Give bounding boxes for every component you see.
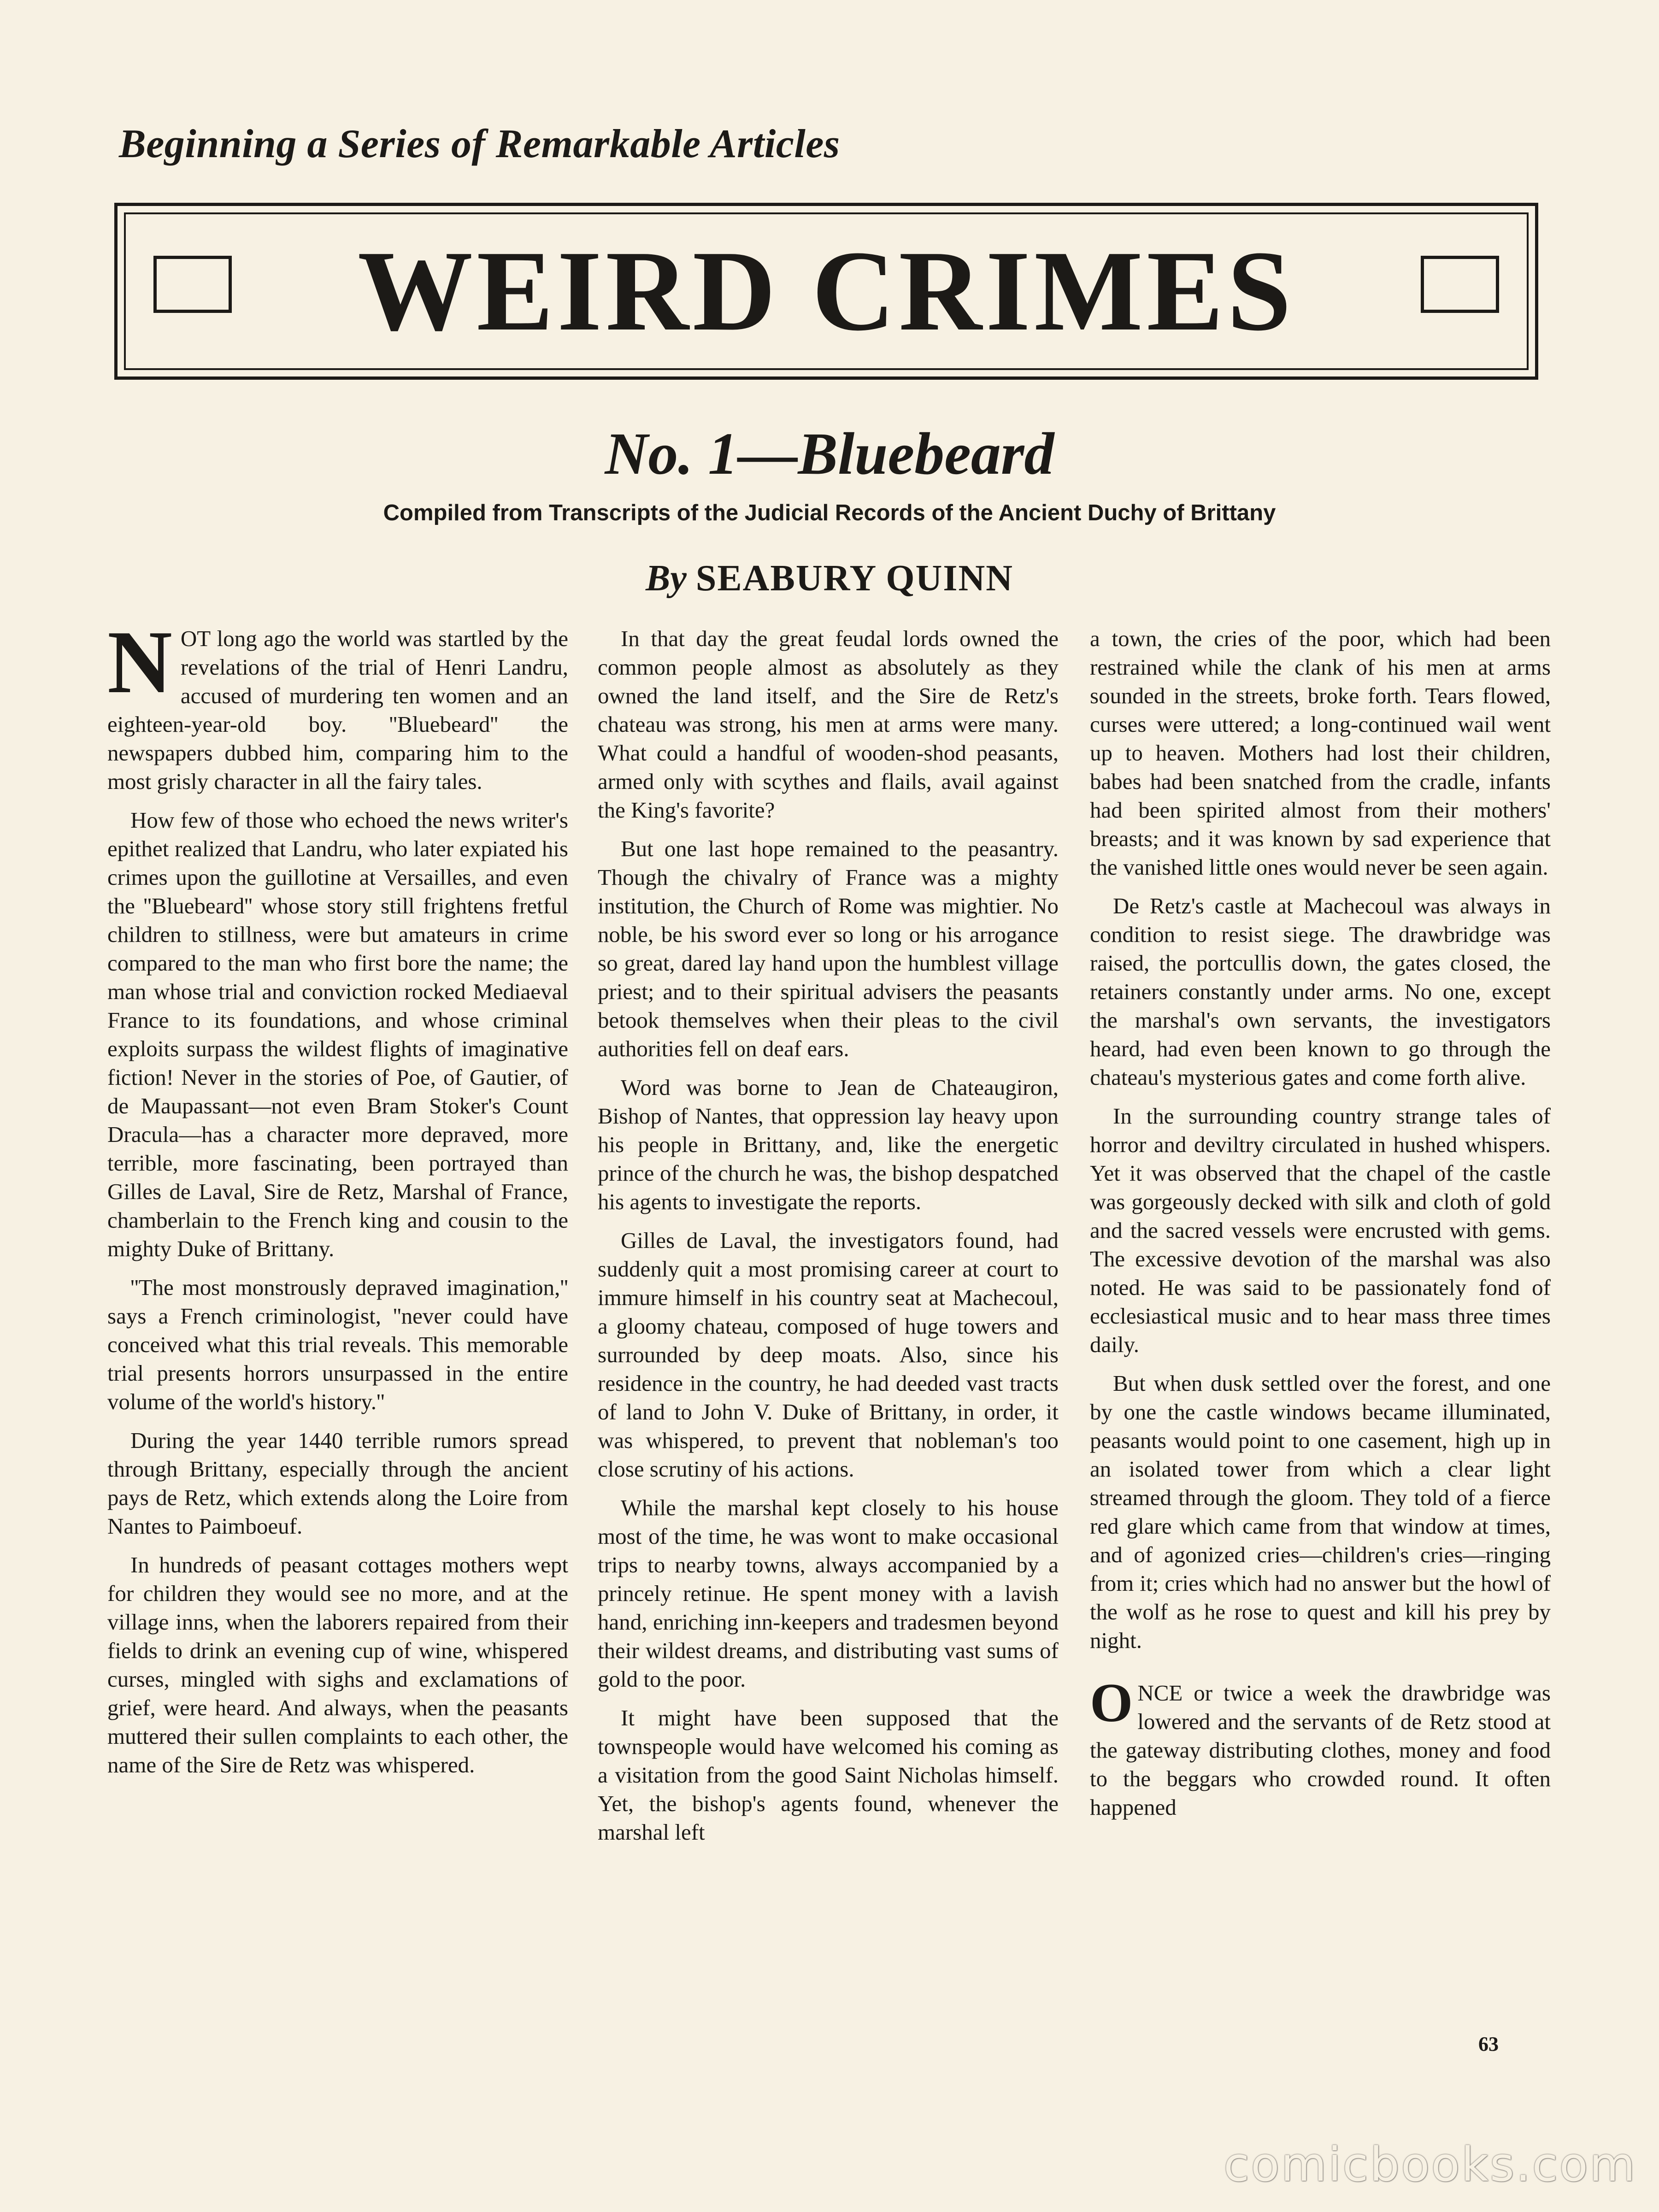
column-1 — [107, 612, 568, 1789]
paragraph: a town, the cries of the poor, which had been restrained while the clank of his men at arms sounded in the streets, broke forth. Tears flowed, curses were uttered; a long-continued wail went up to heaven. Mothers had lost their children, babes had been snatched from the cradle, infants had been spirited almost from their mothers' breasts; and it was known by sad experience that the vanished little ones would never be seen again. — [1090, 626, 1551, 880]
paragraph — [1090, 1672, 1551, 1822]
paragraph: How few of those who echoed the news writer's epithet realized that Landru, who later expiated his crimes upon the guillotine at Versailles, and even the ''Bluebeard'' whose story still frightens fretful children to stillness, were but amateurs in crime compared to the man who first bore the name; the man whose trial and conviction rocked Mediaeval France to its foundations, and whose criminal exploits surpass the wildest flights of imaginative fiction! Never in the stories of Poe, of Gautier, of de Maupassant—not even Bram Stoker's Count Dracula—has a character more depraved, more terrible, more fascinating, been portrayed than Gilles de Laval, Sire de Retz, Marshal of France, chamberlain to the French king and cousin to the mighty Duke of Brittany. — [107, 807, 568, 1261]
main-title: WEIRD CRIMES — [358, 227, 1295, 355]
paragraph: ''The most monstrously depraved imagination,'' says a French criminologist, ''never could have conceived what this trial reveals. This memorable trial presents horrors unsurpassed in the entire volume of the world's history.'' — [107, 1275, 568, 1414]
page-number: 63 — [1478, 2033, 1499, 2055]
drop-cap: N — [107, 612, 172, 712]
column-3 — [1090, 624, 1551, 1832]
paragraph: De Retz's castle at Machecoul was always in condition to resist siege. The drawbridge was raised, the portcullis down, the gates closed, the retainers constantly under arms. No one, except the marshal's own servants, the investigators heard, had even been known to go through the chateau's mysterious gates and come forth alive. — [1090, 893, 1551, 1090]
paragraph — [107, 612, 568, 796]
series-line: Beginning a Series of Remarkable Articles — [119, 122, 840, 166]
paragraph-text: OT long ago the world was startled by the revelations of the trial of Henri Landru, accused of murdering ten women and an eighteen-year-old boy. ''Bluebeard'' the newspapers dubbed him, comparing him to the most grisly character in all the fairy tales. — [107, 626, 568, 794]
paragraph: While the marshal kept closely to his house most of the time, he was wont to make occasional trips to nearby towns, always accompanied by a princely retinue. He spent money with a lavish hand, enriching inn-keepers and tradesmen beyond their wildest dreams, and distributing vast sums of gold to the poor. — [598, 1495, 1059, 1692]
article-subtitle: No. 1—Bluebeard — [605, 421, 1054, 487]
watermark: comicbooks.com — [1224, 2137, 1637, 2192]
paragraph-text: NCE or twice a week the drawbridge was lowered and the servants of de Retz stood at the gateway distributing clothes, money and food to the beggars who crowded round. It often happened — [1090, 1680, 1551, 1820]
byline-author: SEABURY QUINN — [695, 558, 1014, 599]
paragraph: In that day the great feudal lords owned the common people almost as absolutely as they owned the land itself, and the Sire de Retz's chateau was strong, his men at arms were many. What could a handful of wooden-shod peasants, armed only with scythes and flails, avail against the King's favorite? — [598, 626, 1059, 823]
paragraph: Word was borne to Jean de Chateaugiron, Bishop of Nantes, that oppression lay heavy upon his people in Brittany, and, like the energetic prince of the church he was, the bishop despatched his agents to investigate the reports. — [598, 1075, 1059, 1214]
paragraph: But when dusk settled over the forest, and one by one the castle windows became illuminated, peasants would point to one casement, high up in an isolated tower from which a clear light streamed through the gloom. They told of a fierce red glare which came from that window at times, and of agonized cries—children's cries—ringing from it; cries which had no answer but the howl of the wolf as he rose to quest and kill his prey by night. — [1090, 1371, 1551, 1653]
paragraph: In the surrounding country strange tales of horror and deviltry circulated in hushed whispers. Yet it was observed that the chapel of the castle was gorgeously decked with silk and cloth of gold and the sacred vessels were encrusted with gems. The excessive devotion of the marshal was also noted. He was said to be passionately fond of ecclesiastical music and to hear mass three times daily. — [1090, 1103, 1551, 1357]
paragraph: Gilles de Laval, the investigators found, had suddenly quit a most promising career at court to immure himself in his country seat at Machecoul, a gloomy chateau, composed of huge towers and surrounded by deep moats. Also, since his residence in the country, he had deeded vast tracts of land to John V. Duke of Brittany, in order, it was whispered, to prevent that nobleman's too close scrutiny of his actions. — [598, 1228, 1059, 1482]
paragraph: In hundreds of peasant cottages mothers wept for children they would see no more, and at the village inns, when the laborers repaired from their fields to drink an evening cup of wine, whispered curses, mingled with sighs and exclamations of grief, were heard. And always, when the peasants muttered their sullen complaints to each other, the name of the Sire de Retz was whispered. — [107, 1552, 568, 1777]
byline-by: By — [645, 558, 687, 599]
compiled-line: Compiled from Transcripts of the Judicial Records of the Ancient Duchy of Brittany — [383, 500, 1276, 525]
byline — [0, 558, 1659, 600]
paragraph: During the year 1440 terrible rumors spread through Brittany, especially through the ancient pays de Retz, which extends along the Loire from Nantes to Paimboeuf. — [107, 1428, 568, 1539]
column-2 — [598, 624, 1059, 1857]
paragraph: But one last hope remained to the peasantry. Though the chivalry of France was a mighty institution, the Church of Rome was mightier. No noble, be his sword ever so long or his arrogance so great, dared lay hand upon the humblest village priest; and to their spiritual advisers the peasants betook themselves when their pleas to the civil authorities fell on deaf ears. — [598, 836, 1059, 1061]
paragraph: It might have been supposed that the townspeople would have welcomed his coming as a visitation from the good Saint Nicholas himself. Yet, the bishop's agents found, whenever the marshal left — [598, 1705, 1059, 1845]
drop-cap: O — [1090, 1672, 1133, 1733]
title-frame — [114, 203, 1538, 380]
